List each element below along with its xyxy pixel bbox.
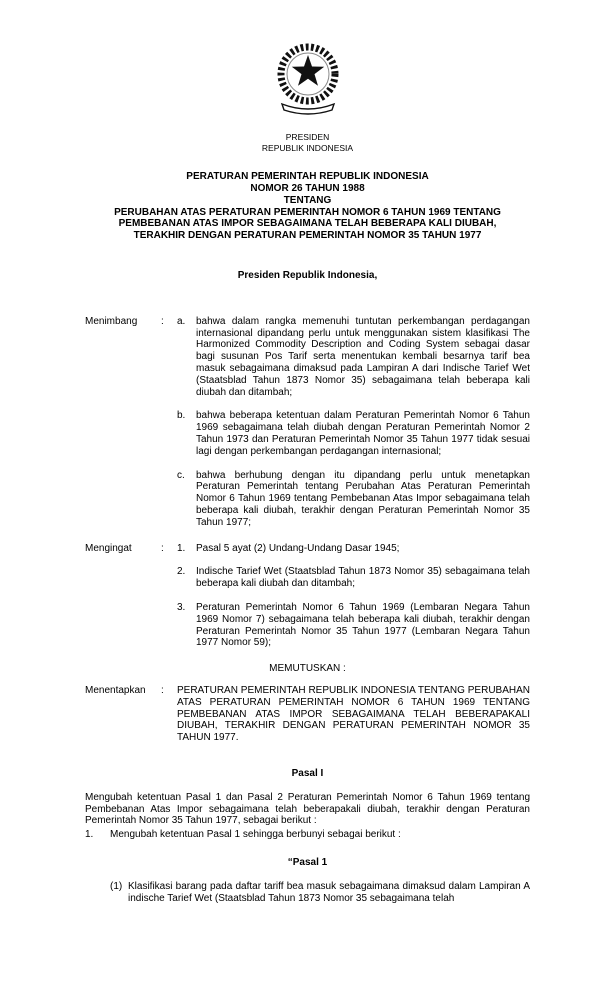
- menimbang-colon: :: [161, 315, 164, 327]
- letterhead: [85, 132, 530, 153]
- item-text: Peraturan Pemerintah Nomor 6 Tahun 1969 (Lembaran Negara Tahun 1969 Nomor 7) sebagaimana telah beberapa kali diubah, terakhir dengan Peraturan Pemerintah Nomor 35 Tahun 1977 (Lembaran Negara Tahun 1977 Nomor 59);: [196, 601, 530, 649]
- item-text: bahwa dalam rangka memenuhi tuntutan perkembangan perdagangan internasional dipandang perlu untuk menggunakan sistem klasifikasi The Harmonized Commodity Description and Coding System sebagai dasar bagi susunan Pos Tarif serta menentukan kembali besarnya tarif bea masuk sebagaimana dimaksud pada Lampiran A dari Indische Tarief Wet (Staatsblad Tahun 1873 Nomor 35) sebagaimana telah beberapa kali diubah dan ditambah;: [196, 315, 530, 398]
- mengingat-section: [85, 543, 530, 650]
- memutuskan-heading: MEMUTUSKAN :: [269, 663, 346, 675]
- title-line-4: PERUBAHAN ATAS PERATURAN PEMERINTAH NOMOR 6 TAHUN 1969 TENTANG: [114, 206, 501, 218]
- title-line-2: NOMOR 26 TAHUN 1988: [250, 183, 365, 195]
- title-line-3: TENTANG: [283, 194, 332, 206]
- presidential-seal-icon: [85, 36, 530, 122]
- menimbang-item-c: [177, 470, 530, 529]
- menetapkan-section: [85, 685, 530, 744]
- item-marker: 3.: [177, 601, 186, 613]
- item-marker: 1.: [177, 542, 186, 554]
- item-marker: 2.: [177, 566, 186, 578]
- mengingat-item-1: [177, 543, 530, 555]
- menimbang-item-a: [177, 316, 530, 399]
- item-text: Pasal 5 ayat (2) Undang-Undang Dasar 1945;: [196, 542, 400, 554]
- menimbang-label: Menimbang: [85, 315, 138, 327]
- item-marker: c.: [177, 469, 185, 481]
- item-text: Mengubah ketentuan Pasal 1 sehingga berbunyi sebagai berikut :: [110, 829, 401, 841]
- item-marker: 1.: [85, 829, 94, 841]
- mengingat-item-2: [177, 566, 530, 590]
- ayat-text: Klasifikasi barang pada daftar tariff bea masuk sebagaimana dimaksud dalam Lampiran A indische Tarief Wet (Staatsblad Tahun 1873 Nomor 35 sebagaimana telah: [128, 880, 530, 904]
- ayat-1: [110, 881, 530, 905]
- amendment-item-1: [85, 829, 530, 841]
- preamble-heading: Presiden Republik Indonesia,: [237, 270, 378, 282]
- pasal-I-heading: Pasal I: [291, 767, 324, 779]
- pasal-1-quote-heading: “Pasal 1: [287, 856, 328, 868]
- item-text: bahwa berhubung dengan itu dipandang perlu untuk menetapkan Peraturan Pemerintah tentang Perubahan Atas Peraturan Pemerintah Nomor 6 Tahun 1969 tentang Pembebanan Atas Impor sebagaimana telah beberapa kali diubah, terakhir dengan Peraturan Pemerintah Nomor 35 Tahun 1977;: [196, 469, 530, 528]
- mengingat-item-3: [177, 602, 530, 649]
- menetapkan-label: Menentapkan: [85, 684, 146, 696]
- letterhead-republik-indonesia: REPUBLIK INDONESIA: [261, 142, 354, 153]
- title-line-5: PEMBEBANAN ATAS IMPOR SEBAGAIMANA TELAH BEBERAPA KALI DIUBAH,: [118, 218, 497, 230]
- letterhead-presiden: PRESIDEN: [285, 132, 330, 142]
- item-text: bahwa beberapa ketentuan dalam Peraturan Pemerintah Nomor 6 Tahun 1969 sebagaimana telah diubah dengan Peraturan Pemerintah Nomor 2 Tahun 1973 dan Peraturan Pemerintah Nomor 35 Tahun 1977 tidak sesuai lagi dengan perkembangan perdagangan internasional;: [196, 410, 530, 457]
- menetapkan-text: PERATURAN PEMERINTAH REPUBLIK INDONESIA TENTANG PERUBAHAN ATAS PERATURAN PEMERINTAH NOMOR 6 TAHUN 1969 TENTANG PEMBEBANAN ATAS IMPOR SEBAGAIMANA TELAH BEBERAPAKALI DIUBAH, TERAKHIR DENGAN PERATURAN PEMERINTAH NOMOR 35 TAHUN 1977.: [177, 684, 530, 744]
- ayat-marker: (1): [110, 880, 123, 892]
- item-marker: a.: [177, 315, 186, 327]
- regulation-title: [85, 171, 530, 242]
- menimbang-section: [85, 316, 530, 529]
- menimbang-items: [177, 316, 530, 529]
- menetapkan-colon: :: [161, 684, 164, 696]
- item-text: Indische Tarief Wet (Staatsblad Tahun 1873 Nomor 35) sebagaimana telah beberapa kali diubah dan ditambah;: [196, 566, 530, 590]
- mengingat-label: Mengingat: [85, 542, 132, 554]
- amendment-intro-paragraph: Mengubah ketentuan Pasal 1 dan Pasal 2 Peraturan Pemerintah Nomor 6 Tahun 1969 tentang Pembebanan Atas Impor sebagaimana telah beberapakali diubah, terakhir dengan Peraturan Pemerintah Nomor 35 Tahun 1977, sebagai berikut :: [85, 791, 530, 827]
- menimbang-item-b: [177, 410, 530, 457]
- title-line-1: PERATURAN PEMERINTAH REPUBLIK INDONESIA: [186, 171, 429, 183]
- mengingat-colon: :: [161, 542, 164, 554]
- item-marker: b.: [177, 410, 186, 422]
- mengingat-items: [177, 543, 530, 650]
- title-line-6: TERAKHIR DENGAN PERATURAN PEMERINTAH NOMOR 35 TAHUN 1977: [133, 230, 482, 242]
